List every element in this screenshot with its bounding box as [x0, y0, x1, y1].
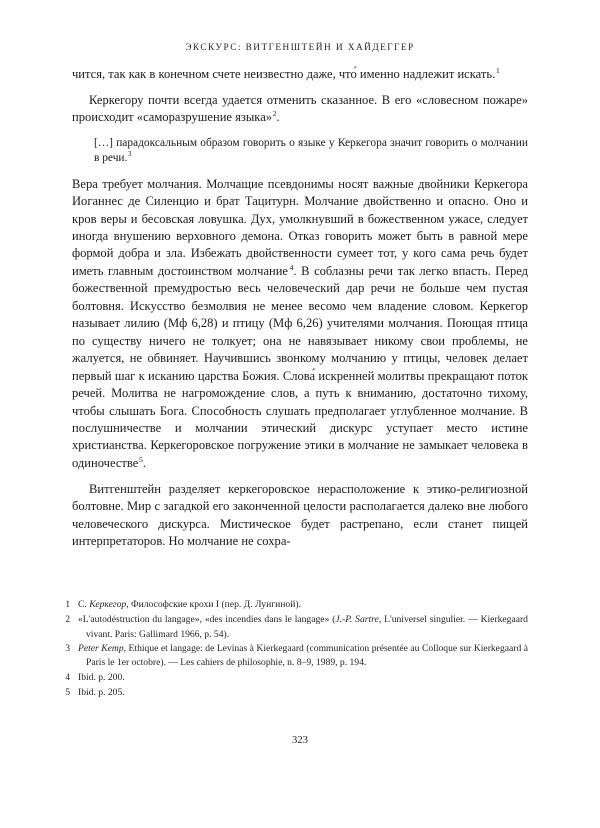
footnotes-block	[52, 598, 528, 700]
footnote-4-part-0: Ibid. p. 200.	[78, 671, 125, 683]
footnote-3	[52, 642, 528, 669]
footnote-marker-2[interactable]: 2	[272, 109, 277, 119]
paragraph-continuation-text: чится, так как в конечном счете неизвестно даже, что́ именно надлежит искать.	[72, 67, 496, 81]
footnote-1	[52, 598, 528, 612]
paragraph-faith-silence	[72, 176, 528, 473]
footnote-4-number[interactable]: 4	[65, 672, 70, 683]
running-head: ЭКСКУРС: ВИТГЕНШТЕЙН И ХАЙДЕГГЕР	[185, 43, 415, 53]
footnote-2-part-0: «L'autodéstruction du langage», «des incendies dans le langage» (	[78, 614, 336, 626]
paragraph-faith-segment-1: Вера требует молчания. Молчащие псевдонимы носят важные двойники Керкегора Иоганнес де Силенцио и брат Тацитурн. Молчание двойственно и опасно. Оно и кров веры и бесовская ловушка. Дух, умолкнувший в божественном ужасе, следует иногда внушению верховного демона. Отказ говорить может быть в равной мере формой добра и зла. Избежать двойственности сумеет тот, у кого сама речь будет иметь главным достоинством молчание	[72, 176, 528, 278]
paragraph-wittgenstein	[72, 481, 528, 551]
footnote-marker-4[interactable]: 4	[289, 262, 294, 272]
footnote-2	[52, 613, 528, 640]
footnote-marker-5[interactable]: 5	[138, 454, 143, 464]
blockquote-kemp-text: […] парадоксальным образом говорить о языке у Керкегора значит говорить о молчании в речи.	[94, 136, 528, 165]
footnote-3-part-1: , Ethique et langage: de Levinas à Kierkegaard (communication présentée au Colloque sur Kierkegaard à Paris le 1er octobre). — Les cahiers de philosophie, n. 8–9, 1989, p. 194.	[86, 642, 528, 669]
footnote-2-part-1: J.-P. Sartre	[335, 614, 379, 626]
footnote-3-text	[78, 643, 528, 668]
paragraph-kierkegaard-text: Керкегору почти всегда удается отменить сказанное. В его «словесном пожаре» происходит «саморазрушение языка»	[72, 92, 528, 125]
footnote-4	[52, 671, 528, 685]
footnote-1-part-0: С.	[78, 599, 90, 610]
paragraph-faith-segment-2: . В соблазны речи так легко впасть. Перед божественной премудростью весь человеческий дар речи не больше чем пустая болтовня. Искусство безмолвия не менее весомо чем владение словом. Керкегор называет лилию (Мф 6,28) и птицу (Мф 6,26) учителями молчания. Поющая птица по существу ничего не толкует; она не навязывает никому свои проблемы, не жалуется, не обвиняет. Научившись звонкому молчанию у птицы, человек делает первый шаг к исканию царства Божия. Слова́ искренней молитвы прекращают поток речей. Молитва не нагромождение слов, а путь к вниманию, достаточно тихому, чтобы слышать Бога. Способность слушать предполагает углубленное молчание. В послушничестве и молчании этический дискурс уступает место истине христианства. Керкегоровское погружение этики в молчание не замыкает человека в одиночестве	[72, 263, 529, 470]
paragraph-continuation	[72, 66, 528, 83]
paragraph-faith-segment-3: .	[142, 455, 146, 470]
footnote-3-part-0: Peter Kemp	[78, 642, 124, 654]
blockquote-kemp-paragraph	[94, 136, 528, 167]
footnote-2-text	[78, 614, 528, 639]
footnote-2-part-2: , L'universel singulier. — Kierkegaard vivant. Paris: Gallimard 1966, p. 54).	[86, 614, 528, 640]
footnote-3-number[interactable]: 3	[65, 643, 70, 654]
footnote-1-part-1: Керкегор	[89, 599, 127, 610]
footnote-5-part-0: Ibid. p. 205.	[78, 686, 125, 698]
blockquote-kemp	[72, 136, 528, 167]
paragraph-kierkegaard-cancellation	[72, 92, 528, 127]
footnote-1-text	[78, 599, 301, 610]
footnote-marker-3[interactable]: 3	[127, 150, 132, 159]
text-column	[72, 66, 528, 551]
footnote-1-number[interactable]: 1	[65, 600, 70, 610]
footnote-2-number[interactable]: 2	[65, 615, 70, 626]
paragraph-wittgenstein-text: Витгенштейн разделяет керкегоровское нерасположение к этико-религиозной болтовне. Мир с загадкой его законченной целости располагается далеко вне любого человеческого дискурса. Мистическое будет растрепано, если станет пищей интерпретаторов. Но молчание не сохра-	[72, 481, 528, 549]
footnote-5-text	[78, 687, 125, 698]
page-number: 323	[292, 735, 308, 746]
footnote-5-number[interactable]: 5	[65, 687, 70, 698]
footnote-1-part-2: , Философские крохи I (пер. Д. Лунгиной).	[126, 599, 301, 610]
paragraph-kierkegaard-tail: .	[276, 110, 280, 125]
footnote-marker-1[interactable]: 1	[495, 65, 500, 75]
footnote-5	[52, 686, 528, 700]
footnote-4-text	[78, 672, 125, 683]
